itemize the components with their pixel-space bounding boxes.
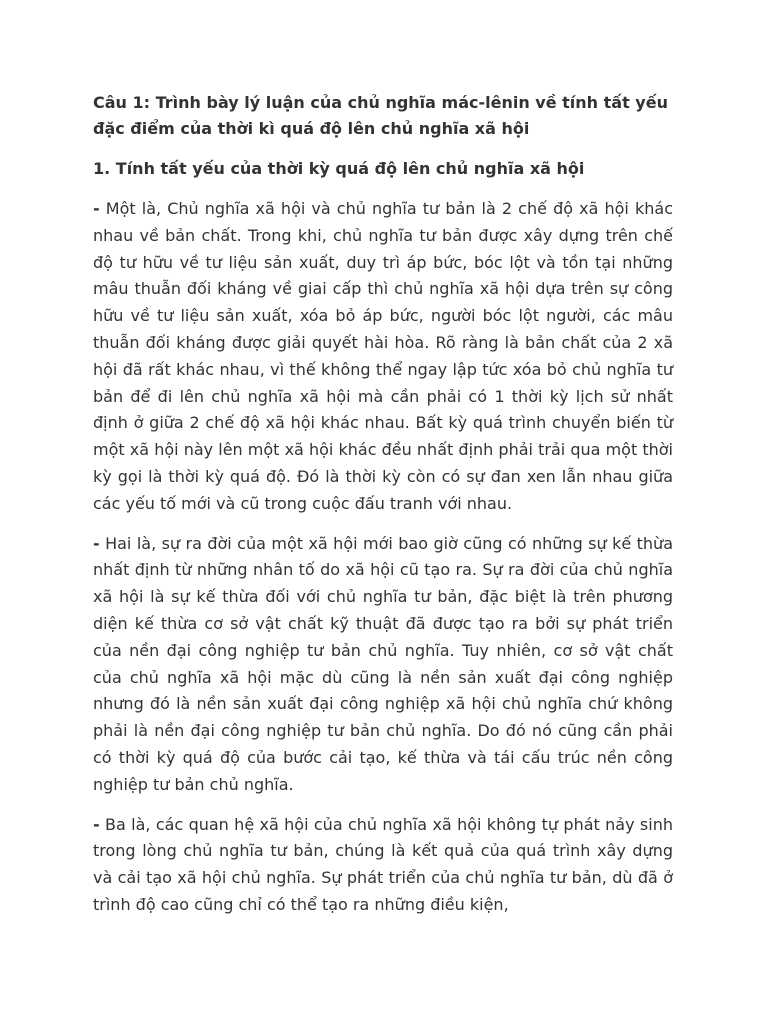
paragraph-text: Một là, Chủ nghĩa xã hội và chủ nghĩa tư bản là 2 chế độ xã hội khác nhau về bản chất. Trong khi, chủ nghĩa tư bản được xây dựng trên chế độ tư hữu về tư liệu sản xuất, duy trì áp bức, bóc lột và tồn tại những mâu thuẫn đối kháng về giai cấp thì chủ nghĩa xã hội dựa trên sự công hữu về tư liệu sản xuất, xóa bỏ áp bức, người bóc lột người, các mâu thuẫn đối kháng được giải quyết hài hòa. Rõ ràng là bản chất của 2 xã hội đã rất khác nhau, vì thế không thể ngay lập tức xóa bỏ chủ nghĩa tư bản để đi lên chủ nghĩa xã hội mà cần phải có 1 thời kỳ lịch sử nhất định ở giữa 2 chế độ xã hội khác nhau. Bất kỳ quá trình chuyển biến từ một xã hội này lên một xã hội khác đều nhất định phải trải qua một thời kỳ gọi là thời kỳ quá độ. Đó là thời kỳ còn có sự đan xen lẫn nhau giữa các yếu tố mới và cũ trong cuộc đấu tranh với nhau.: [93, 199, 673, 513]
paragraph-text: Hai là, sự ra đời của một xã hội mới bao giờ cũng có những sự kế thừa nhất định từ những nhân tố do xã hội cũ tạo ra. Sự ra đời của chủ nghĩa xã hội là sự kế thừa đối với chủ nghĩa tư bản, đặc biệt là trên phương diện kế thừa cơ sở vật chất kỹ thuật đã được tạo ra bởi sự phát triển của nền đại công nghiệp tư bản chủ nghĩa. Tuy nhiên, cơ sở vật chất của chủ nghĩa xã hội mặc dù cũng là nền sản xuất đại công nghiệp nhưng đó là nền sản xuất đại công nghiệp xã hội chủ nghĩa chứ không phải là nền đại công nghiệp tư bản chủ nghĩa. Do đó nó cũng cần phải có thời kỳ quá độ của bước cải tạo, kế thừa và tái cấu trúc nền công nghiệp tư bản chủ nghĩa.: [93, 533, 674, 794]
paragraph-text: Ba là, các quan hệ xã hội của chủ nghĩa xã hội không tự phát nảy sinh trong lòng chủ nghĩa tư bản, chúng là kết quả của quá trình xây dựng và cải tạo xã hội chủ nghĩa. Sự phát triển của chủ nghĩa tư bản, dù đã ở trình độ cao cũng chỉ có thể tạo ra những điều kiện,: [93, 814, 673, 914]
paragraph-1: [93, 196, 673, 518]
paragraph-3: [93, 812, 673, 919]
section-heading: 1. Tính tất yếu của thời kỳ quá độ lên chủ nghĩa xã hội: [93, 159, 585, 178]
paragraph-2: [93, 531, 673, 799]
bullet-dash: -: [93, 533, 100, 553]
document-page: [93, 90, 673, 932]
bullet-dash: -: [93, 199, 100, 218]
question-title: Câu 1: Trình bày lý luận của chủ nghĩa mác-lênin về tính tất yếu đặc điểm của thời kì quá độ lên chủ nghĩa xã hội: [93, 93, 668, 138]
bullet-dash: -: [93, 814, 100, 834]
